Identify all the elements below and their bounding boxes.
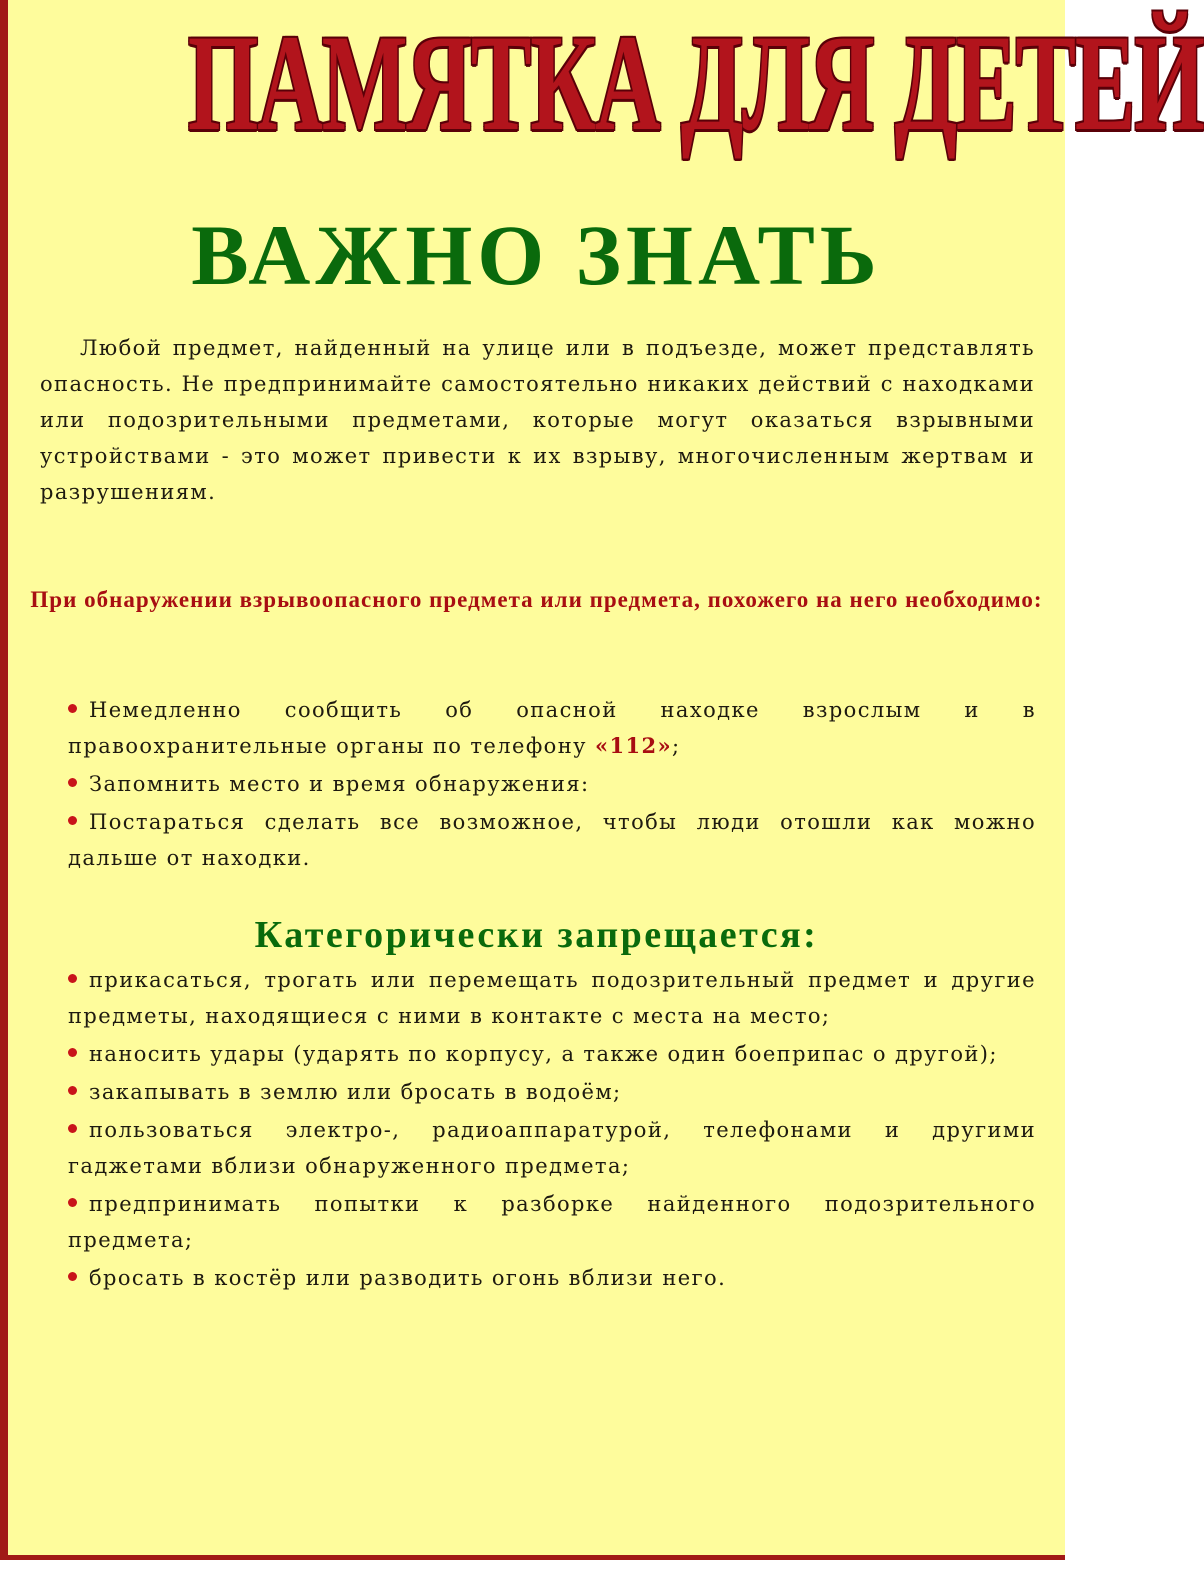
list-item-text: наносить удары (ударять по корпусу, а также один боеприпас о другой); — [89, 1042, 998, 1066]
red-dot-icon — [68, 1048, 77, 1057]
intro-paragraph: Любой предмет, найденный на улице или в подъезде, может представлять опасность. Не предпринимайте самостоятельно никаких действий с находками или подозрительными предметами, которые могут оказаться взрывными устройствами - это может привести к их взрыву, многочисленным жертвам и разрушениям. — [40, 336, 1035, 504]
list-item — [68, 1260, 1036, 1296]
forbidden-list — [68, 962, 1036, 1298]
list-item-text: Постараться сделать все возможное, чтобы люди отошли как можно дальше от находки. — [68, 810, 1036, 870]
actions-list — [68, 692, 1036, 878]
red-dot-icon — [68, 816, 77, 825]
list-item-text: предпринимать попытки к разборке найденного подозрительного предмета; — [68, 1192, 1036, 1252]
list-item-text: прикасаться, трогать или перемещать подозрительный предмет и другие предметы, находящиеся с ними в контакте с места на место; — [68, 968, 1036, 1028]
list-item-text: закапывать в землю или бросать в водоём; — [89, 1080, 622, 1104]
page-title: ПАМЯТКА ДЛЯ ДЕТЕЙ — [187, 6, 1204, 159]
list-item — [68, 1036, 1036, 1072]
red-dot-icon — [68, 704, 77, 713]
red-dot-icon — [68, 1124, 77, 1133]
instruction-heading: При обнаружении взрывоопасного предмета или предмета, похожего на него необходимо: — [30, 587, 1043, 612]
phone-number: «112» — [594, 733, 673, 758]
list-item-text: бросать в костёр или разводить огонь вблизи него. — [89, 1266, 727, 1290]
list-item-text: пользоваться электро-, радиоаппаратурой, телефонами и другими гаджетами вблизи обнаруженного предмета; — [68, 1118, 1036, 1178]
list-item — [68, 1186, 1036, 1258]
list-item — [68, 1074, 1036, 1110]
list-item-text: Немедленно сообщить об опасной находке взрослым и в правоохранительные органы по телефону — [68, 698, 1036, 758]
list-item — [68, 766, 1036, 802]
red-dot-icon — [68, 974, 77, 983]
list-item-text-end: ; — [672, 734, 681, 758]
red-dot-icon — [68, 1086, 77, 1095]
red-dot-icon — [68, 1198, 77, 1207]
list-item — [68, 692, 1036, 764]
page-subtitle: ВАЖНО ЗНАТЬ — [191, 207, 882, 303]
list-item — [68, 962, 1036, 1034]
list-item — [68, 1112, 1036, 1184]
forbidden-heading: Категорически запрещается: — [254, 914, 819, 956]
red-dot-icon — [68, 778, 77, 787]
list-item-text: Запомнить место и время обнаружения: — [89, 772, 590, 796]
red-dot-icon — [68, 1272, 77, 1281]
list-item — [68, 804, 1036, 876]
